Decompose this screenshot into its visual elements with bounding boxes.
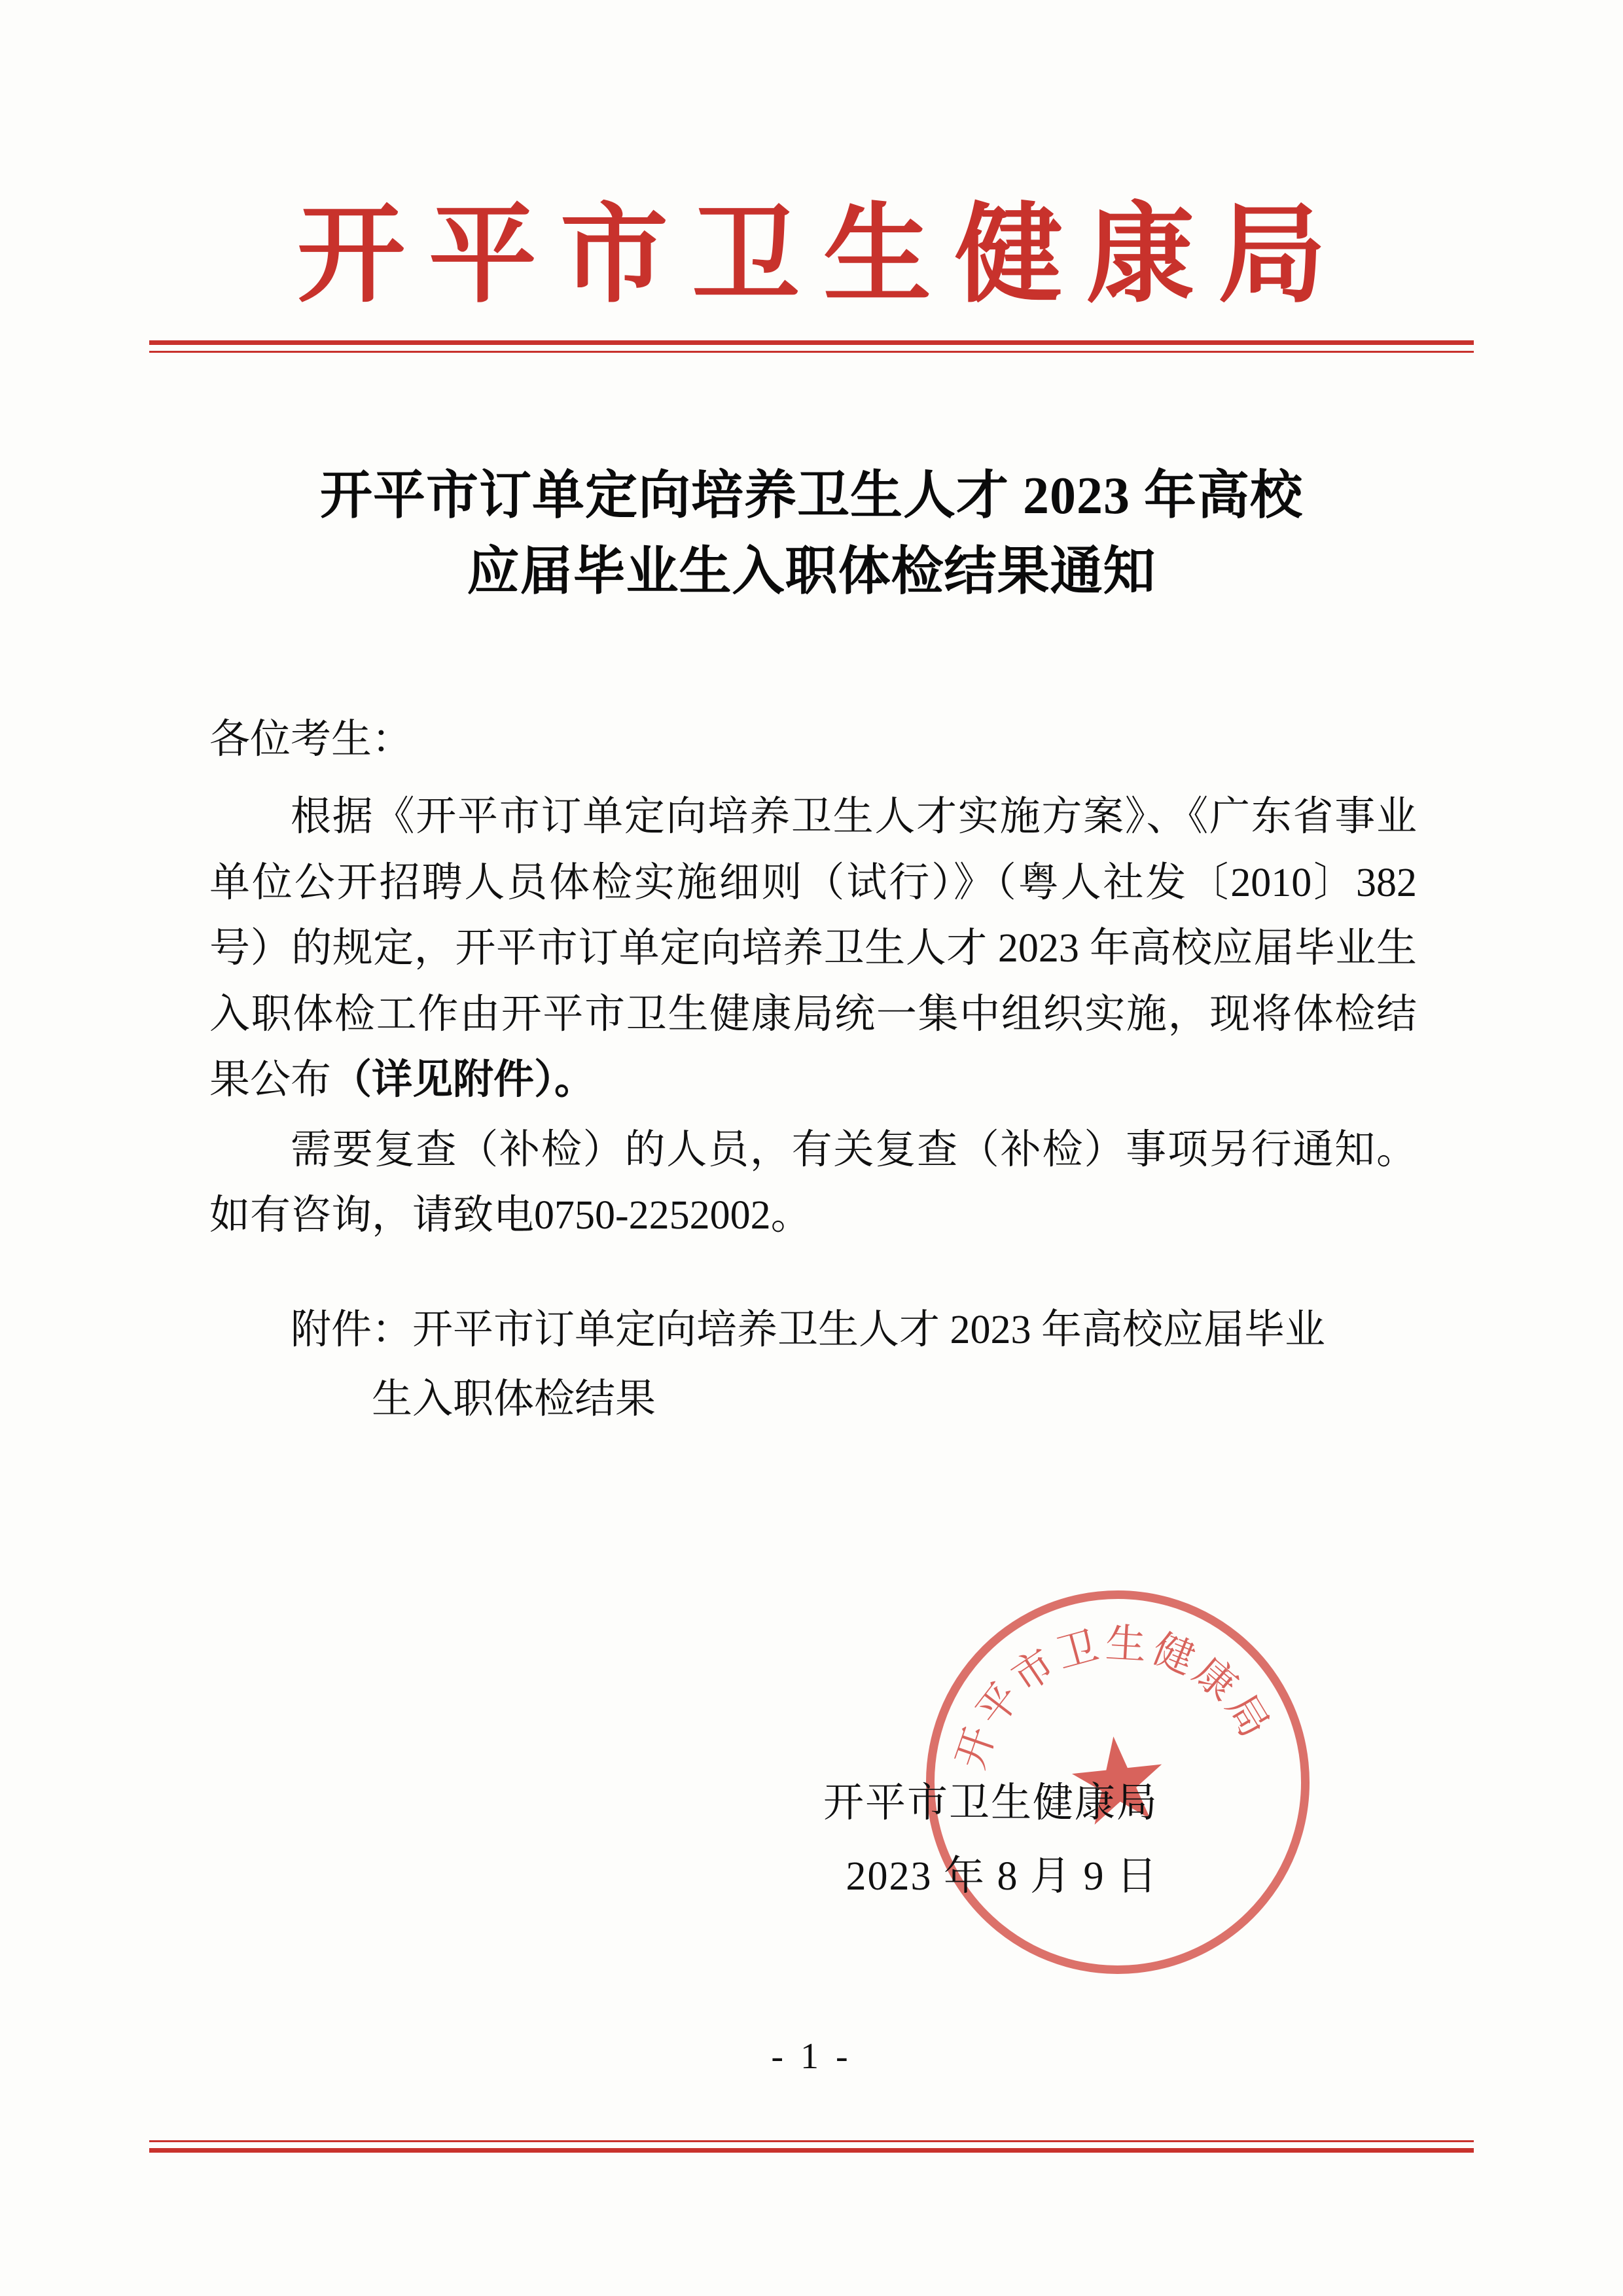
signature-block [0, 1767, 1374, 1913]
signature-date: 2023 年 8 月 9 日 [846, 1854, 1158, 1899]
attachment-line-two: 生入职体检结果 [372, 1376, 656, 1422]
footer-divider-thin [149, 2140, 1474, 2142]
header-divider [149, 340, 1474, 353]
seal-star-icon: ★ [1058, 1712, 1178, 1852]
salutation: 各位考生： [209, 717, 413, 762]
document-body [209, 707, 1417, 1436]
page-number: - 1 - [771, 2036, 852, 2077]
page-title-line-2: 应届毕业生入职体检结果通知 [467, 543, 1156, 601]
footer-divider-thick [149, 2148, 1474, 2153]
paragraph-two: 需要复查（补检）的人员，有关复查（补检）事项另行通知。如有咨询，请致电0750-2252002。 [209, 1127, 1417, 1238]
letterhead-org-name: 开平市卫生健康局 [297, 196, 1349, 315]
attachment-label: 附件： [291, 1307, 413, 1352]
page-title-line-1: 开平市订单定向培养卫生人才 2023 年高校 [320, 467, 1303, 525]
letterhead [0, 196, 1623, 315]
header-divider-thin [149, 351, 1474, 353]
paragraph-one-text: 根据《开平市订单定向培养卫生人才实施方案》、《广东省事业单位公开招聘人员体检实施细则（试行）》（粤人社发〔2010〕382 号）的规定，开平市订单定向培养卫生人才 2023 年高校应届毕业生入职体检工作由开平市卫生健康局统一集中组织实施，现将体检结果公布 [209, 795, 1417, 1103]
header-divider-thick [149, 340, 1474, 345]
svg-text:开平市卫生健康局: 开平市卫生健康局 [948, 1621, 1279, 1775]
attachment-line-one [209, 1297, 1417, 1363]
attachment-title-part-1: 开平市订单定向培养卫生人才 2023 年高校应届毕业 [412, 1307, 1326, 1352]
footer-divider [149, 2140, 1474, 2153]
paragraph-one [209, 784, 1417, 1113]
signature-issuer: 开平市卫生健康局 [823, 1781, 1158, 1825]
paragraph-one-emphasis: （详见附件）。 [331, 1058, 596, 1103]
page-title [216, 458, 1407, 610]
